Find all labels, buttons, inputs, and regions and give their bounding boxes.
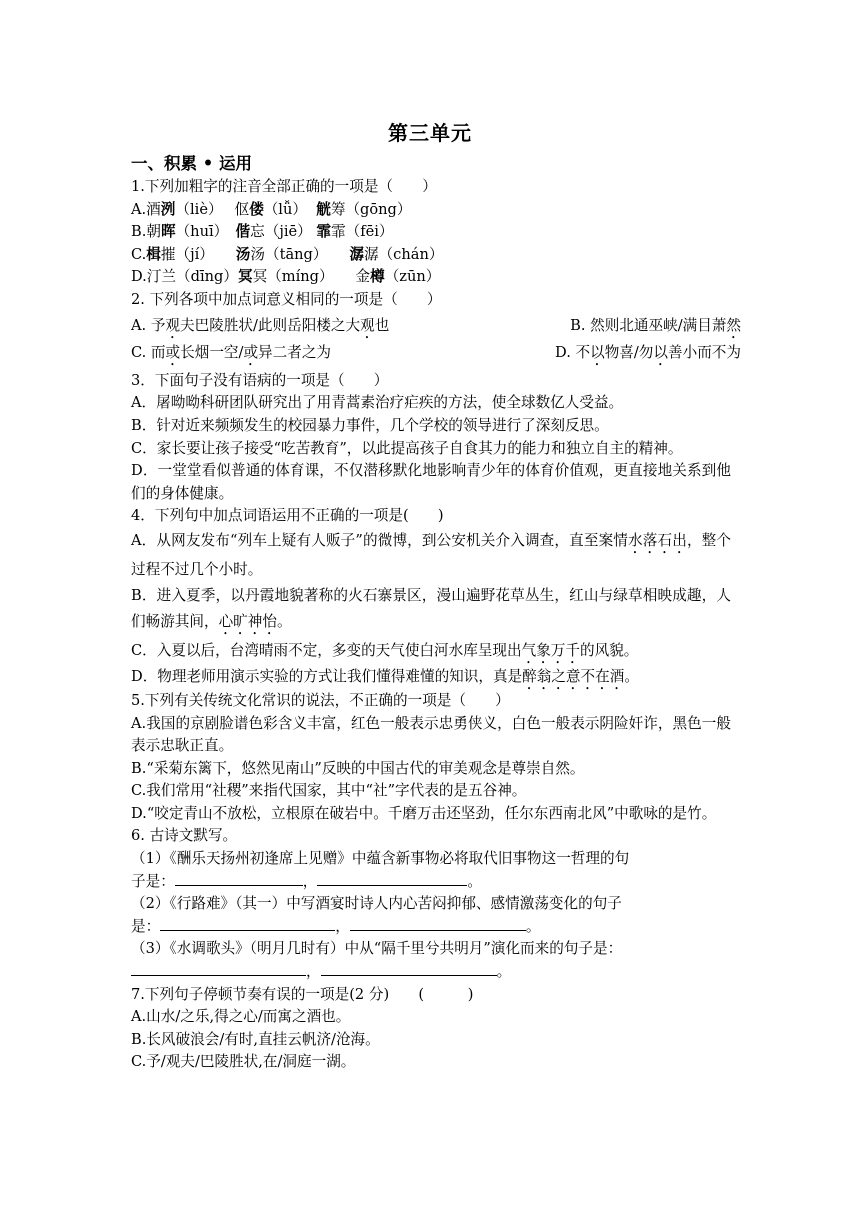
content [131,152,741,1074]
q4-option-a: A．从网友发布“列车上疑有人贩子”的微博，到公安机关介入调查，直至案情水落石出，整个过程不过几个小时。 [131,531,731,578]
q3-option-b: B．针对近来频频发生的校园暴力事件，几个学校的领导进行了深刻反思。 [131,416,609,434]
q7-option-a: A.山水/之乐,得之心/而寓之酒也。 [131,1008,351,1026]
q7-option-c: C.予/观夫/巴陵胜状,在/洞庭一湖。 [131,1053,356,1071]
q6-part1-text: （1）《酬乐天扬州初逢席上见赠》中蕴含新事物必将取代旧事物这一哲理的句 [131,850,630,868]
q1-option-a: A.酒洌（liè） 伛偻（lǚ） 觥筹（gōng） [131,200,412,218]
q6-part2-text: （2）《行路难》（其一）中写酒宴时诗人内心苦闷抑郁、感情激荡变化的句子 [131,895,622,913]
q1-stem: 1.下列加粗字的注音全部正确的一项是（ ） [131,178,437,195]
answer-blank[interactable] [317,871,467,886]
q6-part2-answer: 是： ， 。 [131,917,541,935]
q3-option-c: C．家长要让孩子接受“吃苦教育”，以此提高孩子自食其力的能力和独立自主的精神。 [131,439,683,457]
answer-blank[interactable] [131,961,306,976]
q2-row-ab [131,315,741,338]
q2-option-d: D. 不以物喜/勿以善小而不为 [555,344,741,362]
q1-option-c: C.楫摧（jí） 汤汤（tāng） 潺潺（chán） [131,245,444,263]
q7-stem: 7.下列句子停顿节奏有误的一项是(2 分) ( ) [131,985,474,1003]
q2-row-cd [131,342,741,365]
q5-option-b: B.“采菊东篱下，悠然见南山”反映的中国古代的审美观念是尊崇自然。 [131,759,585,777]
answer-blank[interactable] [321,961,497,976]
q5-option-a: A.我国的京剧脸谱色彩含义丰富，红色一般表示忠勇侠义，白色一般表示阴险奸诈，黑色一般表示忠耿正直。 [131,714,731,755]
q2-option-b: B. 然则北通巫峡/满目萧然 [570,316,741,334]
q2-option-a: A. 予观夫巴陵胜状/此则岳阳楼之大观也 [131,316,390,334]
q1-option-d: D.汀兰（dīng）冥冥（míng） 金樽（zūn） [131,268,441,286]
answer-blank[interactable] [175,871,303,886]
q6-stem: 6. 古诗文默写。 [131,827,238,845]
q4-option-b: B．进入夏季，以丹霞地貌著称的火石寨景区，漫山遍野花草丛生，红山与绿草相映成趣，人们畅游其间，心旷神怡。 [131,586,731,630]
q6-part3-text: （3）《水调歌头》（明月几时有）中从“隔千里兮共明月”演化而来的句子是： [131,940,623,958]
q3-option-a: A．屠呦呦科研团队研究出了用青蒿素治疗疟疾的方法，使全球数亿人受益。 [131,394,624,412]
answer-blank[interactable] [350,916,526,931]
q5-option-d: D.“咬定青山不放松，立根原在破岩中。千磨万击还坚劲，任尔东西南北风”中歌咏的是竹。 [131,804,717,822]
page-title: 第三单元 [388,121,472,145]
q4-option-d: D．物理老师用演示实验的方式让我们懂得难懂的知识，真是醉翁之意不在酒。 [131,667,639,685]
q3-option-d: D．一堂堂看似普通的体育课，不仅潜移默化地影响青少年的体育价值观，更直接地关系到他们的身体健康。 [131,462,731,502]
q2-option-c: C. 而或长烟一空/或异二者之为 [131,344,332,362]
q5-stem: 5.下列有关传统文化常识的说法，不正确的一项是（ ） [131,691,510,709]
q1-option-b: B.朝晖（huī） 偕忘（jiē） 霏霏（fēi） [131,223,394,241]
q3-stem: 3．下面句子没有语病的一项是（ ） [131,371,389,389]
answer-blank[interactable] [160,916,335,931]
q4-stem: 4．下列句中加点词语运用不正确的一项是( ) [131,507,444,525]
q5-option-c: C.我们常用“社稷”来指代国家，其中“社”字代表的是五谷神。 [131,782,527,800]
q7-option-b: B.长风破浪会/有时,直挂云帆济/沧海。 [131,1030,380,1048]
section-heading: 一、积累 • 运用 [131,154,253,173]
q6-part1-answer: 子是： ， 。 [131,872,483,890]
q6-part3-answer: ， 。 [131,961,731,984]
q4-option-c: C．入夏以后，台湾晴雨不定，多变的天气使白河水库呈现出气象万千的风貌。 [131,641,639,659]
q2-stem: 2. 下列各项中加点词意义相同的一项是（ ） [131,290,442,308]
